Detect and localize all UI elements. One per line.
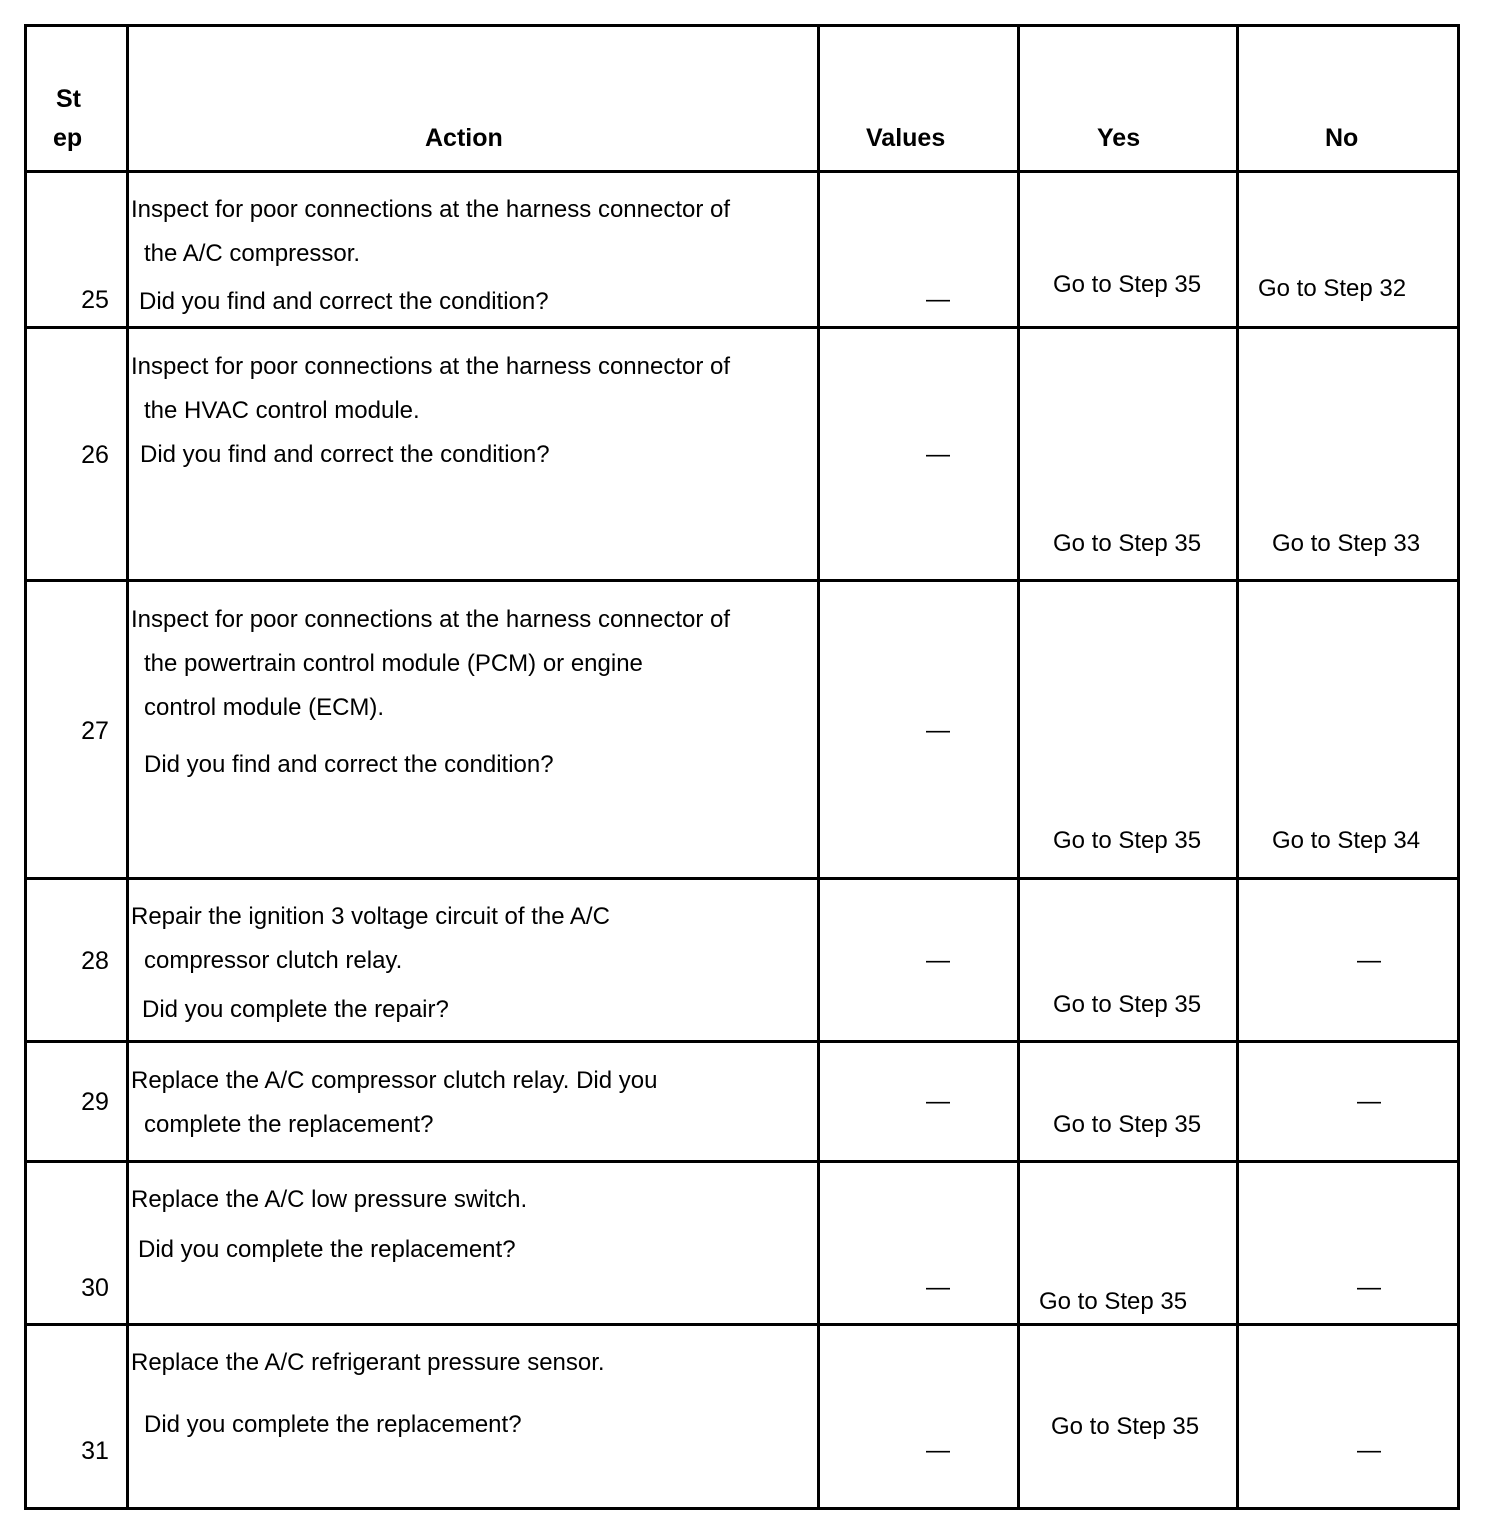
no-cell: —: [1357, 947, 1381, 974]
step-number: 26: [81, 441, 109, 469]
no-cell: Go to Step 34: [1272, 827, 1421, 854]
header-no: No: [1325, 124, 1359, 152]
values-cell: —: [926, 1437, 950, 1464]
yes-cell: Go to Step 35: [1053, 1111, 1202, 1138]
action-text: Did you complete the replacement?: [144, 1411, 522, 1438]
column-divider: [817, 24, 820, 1510]
column-divider: [1236, 24, 1239, 1510]
action-text: Did you find and correct the condition?: [144, 751, 554, 778]
header-step-line1: St: [56, 85, 81, 113]
action-text: Replace the A/C low pressure switch.: [131, 1186, 528, 1213]
no-cell: Go to Step 32: [1258, 275, 1407, 302]
values-cell: —: [926, 947, 950, 974]
step-number: 27: [81, 717, 109, 745]
values-cell: —: [926, 441, 950, 468]
values-cell: —: [926, 1274, 950, 1301]
action-text: the A/C compressor.: [144, 240, 361, 267]
action-text: Did you find and correct the condition?: [139, 288, 549, 315]
row-divider: [24, 1160, 1460, 1163]
step-number: 31: [81, 1437, 109, 1465]
action-text: compressor clutch relay.: [144, 947, 403, 974]
row-divider: [24, 170, 1460, 173]
row-divider: [24, 1323, 1460, 1326]
row-divider: [24, 1040, 1460, 1043]
action-text: control module (ECM).: [144, 694, 385, 721]
yes-cell: Go to Step 35: [1053, 827, 1202, 854]
values-cell: —: [926, 286, 950, 313]
action-text: the powertrain control module (PCM) or engine: [144, 650, 643, 677]
row-divider: [24, 579, 1460, 582]
action-text: Repair the ignition 3 voltage circuit of the A/C: [131, 903, 610, 930]
action-text: Inspect for poor connections at the harness connector of: [131, 606, 731, 633]
no-cell: —: [1357, 1088, 1381, 1115]
header-step-line2: ep: [53, 124, 83, 152]
no-cell: —: [1357, 1437, 1381, 1464]
action-text: Inspect for poor connections at the harness connector of: [131, 353, 731, 380]
row-divider: [24, 326, 1460, 329]
yes-cell: Go to Step 35: [1053, 271, 1202, 298]
values-cell: —: [926, 717, 950, 744]
no-cell: —: [1357, 1274, 1381, 1301]
step-number: 25: [81, 286, 109, 314]
step-number: 29: [81, 1088, 109, 1116]
action-text: Did you complete the replacement?: [138, 1236, 516, 1263]
action-text: Did you complete the repair?: [142, 996, 449, 1023]
action-text: Inspect for poor connections at the harness connector of: [131, 196, 731, 223]
action-text: the HVAC control module.: [144, 397, 420, 424]
header-yes: Yes: [1097, 124, 1141, 152]
no-cell: Go to Step 33: [1272, 530, 1421, 557]
action-text: Did you find and correct the condition?: [140, 441, 550, 468]
yes-cell: Go to Step 35: [1053, 991, 1202, 1018]
header-action: Action: [425, 124, 503, 152]
header-values: Values: [866, 124, 946, 152]
yes-cell: Go to Step 35: [1051, 1413, 1200, 1440]
values-cell: —: [926, 1088, 950, 1115]
step-number: 28: [81, 947, 109, 975]
action-text: Replace the A/C compressor clutch relay. Did you: [131, 1067, 658, 1094]
column-divider: [1017, 24, 1020, 1510]
yes-cell: Go to Step 35: [1039, 1288, 1188, 1315]
row-divider: [24, 877, 1460, 880]
yes-cell: Go to Step 35: [1053, 530, 1202, 557]
action-text: Replace the A/C refrigerant pressure sensor.: [131, 1349, 605, 1376]
step-number: 30: [81, 1274, 109, 1302]
action-text: complete the replacement?: [144, 1111, 434, 1138]
